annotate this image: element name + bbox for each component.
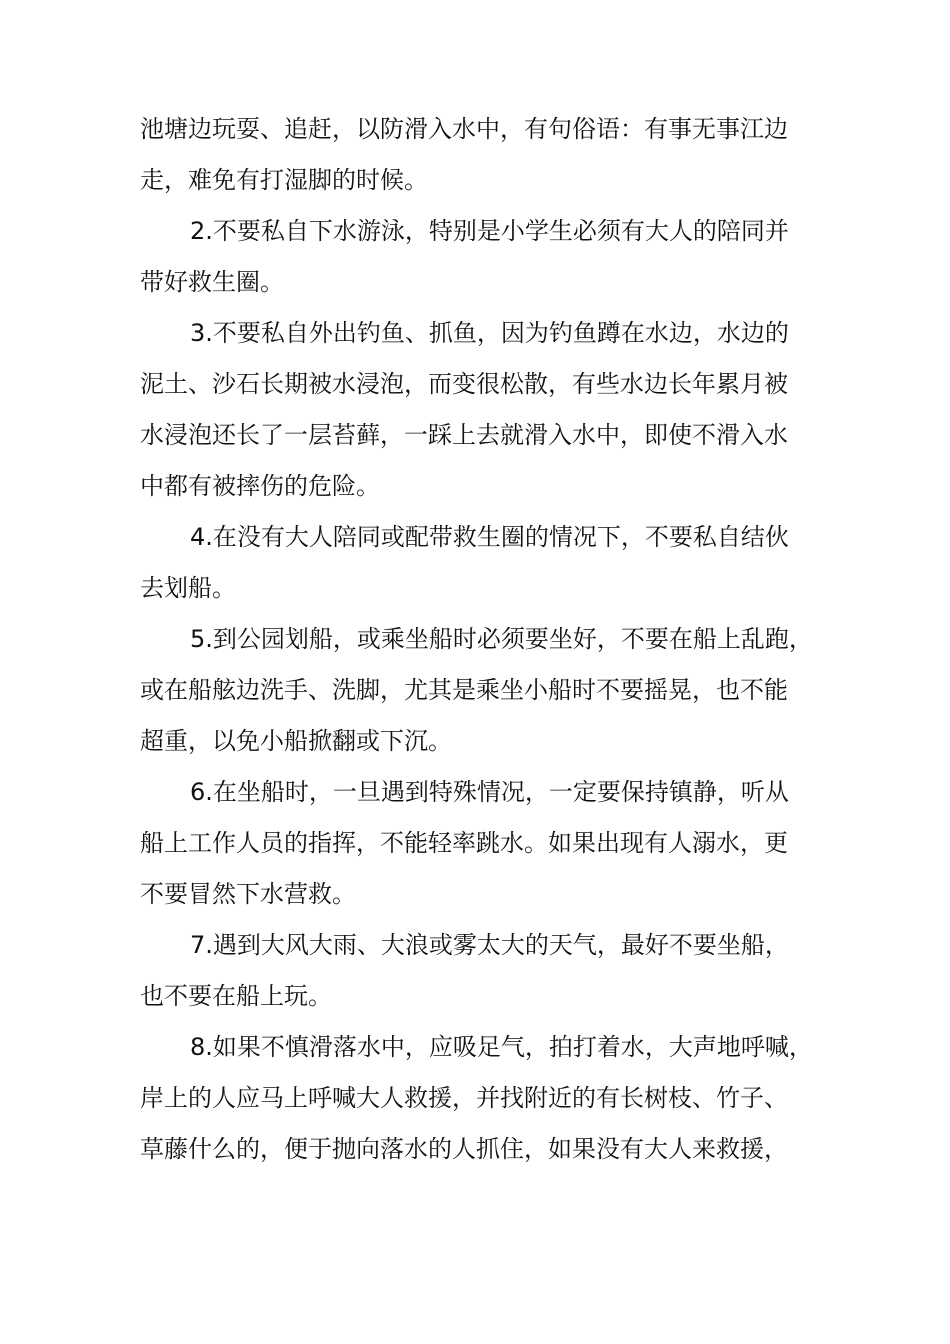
paragraph-item-7	[140, 920, 820, 1022]
text-line: 超重，以免小船掀翻或下沉。	[140, 727, 452, 755]
text-line: 带好救生圈。	[140, 268, 284, 296]
text-line: 或在船舷边洗手、洗脚，尤其是乘坐小船时不要摇晃，也不能	[140, 676, 788, 704]
text-line: 7.遇到大风大雨、大浪或雾太大的天气，最好不要坐船，	[190, 931, 789, 959]
paragraph-item-5	[140, 614, 820, 767]
text-line: 船上工作人员的指挥，不能轻率跳水。如果出现有人溺水，更	[140, 829, 788, 857]
paragraph-item-8	[140, 1022, 820, 1175]
paragraph-item-2	[140, 206, 820, 308]
text-line: 走，难免有打湿脚的时候。	[140, 166, 428, 194]
text-line: 不要冒然下水营救。	[140, 880, 356, 908]
paragraph-item-4	[140, 512, 820, 614]
text-line: 池塘边玩耍、追赶，以防滑入水中，有句俗语：有事无事江边	[140, 115, 788, 143]
paragraph-item-6	[140, 767, 820, 920]
text-line: 4.在没有大人陪同或配带救生圈的情况下，不要私自结伙	[190, 523, 789, 551]
text-line: 中都有被摔伤的危险。	[140, 472, 380, 500]
text-line: 草藤什么的，便于抛向落水的人抓住，如果没有大人来救援，	[140, 1135, 788, 1163]
text-line: 泥土、沙石长期被水浸泡，而变很松散，有些水边长年累月被	[140, 370, 788, 398]
text-line: 8.如果不慎滑落水中，应吸足气，拍打着水，大声地呼喊，	[190, 1033, 813, 1061]
text-line: 水浸泡还长了一层苔藓，一踩上去就滑入水中，即使不滑入水	[140, 421, 788, 449]
text-line: 2.不要私自下水游泳，特别是小学生必须有大人的陪同并	[190, 217, 789, 245]
paragraph-item-3	[140, 308, 820, 512]
text-line: 5.到公园划船，或乘坐船时必须要坐好，不要在船上乱跑，	[190, 625, 813, 653]
paragraph-continuation	[140, 104, 820, 206]
text-line: 也不要在船上玩。	[140, 982, 332, 1010]
text-line: 3.不要私自外出钓鱼、抓鱼，因为钓鱼蹲在水边，水边的	[190, 319, 789, 347]
text-line: 岸上的人应马上呼喊大人救援，并找附近的有长树枝、竹子、	[140, 1084, 788, 1112]
text-line: 去划船。	[140, 574, 236, 602]
text-line: 6.在坐船时，一旦遇到特殊情况，一定要保持镇静，听从	[190, 778, 789, 806]
document-body	[140, 104, 820, 1175]
